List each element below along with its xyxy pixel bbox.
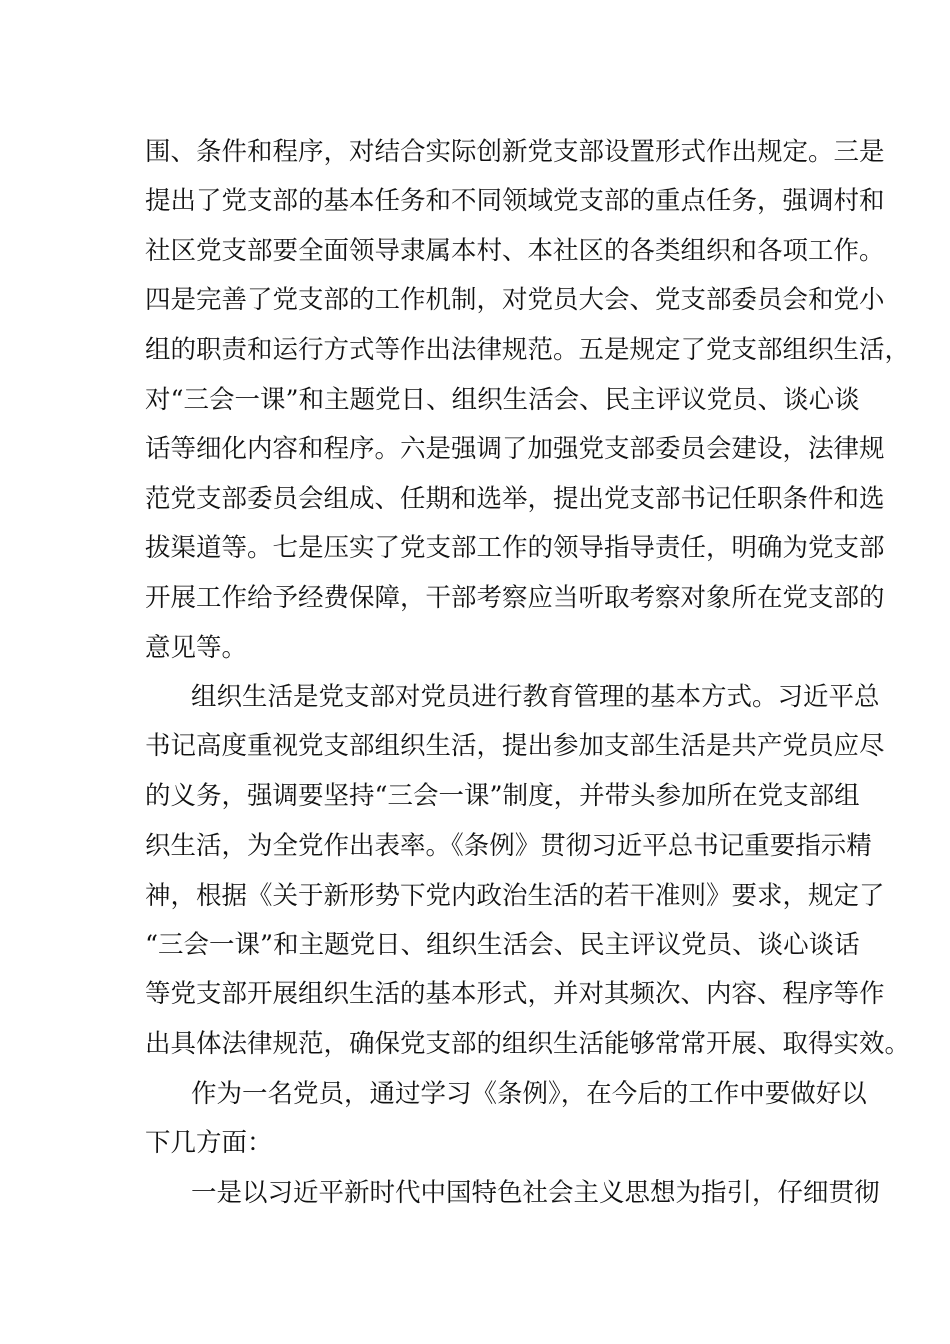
text-line: 社区党支部要全面领导隶属本村、本社区的各类组织和各项工作。 [145,236,885,266]
paragraph-first-line: 作为一名党员，通过学习《条例》，在今后的工作中要做好以 [191,1079,867,1109]
text-line: 意见等。 [145,633,248,663]
text-line: 拔渠道等。七是压实了党支部工作的领导指导责任，明确为党支部 [145,533,885,563]
text-line: 话等细化内容和程序。六是强调了加强党支部委员会建设，法律规 [145,434,885,464]
text-line: 织生活，为全党作出表率。《条例》贯彻习近平总书记重要指示精 [145,831,872,861]
text-line: 提出了党支部的基本任务和不同领域党支部的重点任务，强调村和 [145,186,885,216]
text-line: 等党支部开展组织生活的基本形式，并对其频次、内容、程序等作 [145,979,885,1009]
text-line: 对“三会一课”和主题党日、组织生活会、民主评议党员、谈心谈 [145,385,860,415]
text-line: 神，根据《关于新形势下党内政治生活的若干准则》要求，规定了 [145,881,885,911]
text-line: 四是完善了党支部的工作机制，对党员大会、党支部委员会和党小 [145,285,885,315]
text-line: 围、条件和程序，对结合实际创新党支部设置形式作出规定。三是 [145,137,885,167]
text-line: 组的职责和运行方式等作出法律规范。五是规定了党支部组织生活， [145,335,911,365]
text-line: 下几方面： [145,1128,273,1158]
text-line: 开展工作给予经费保障，干部考察应当听取考察对象所在党支部的 [145,583,885,613]
text-line: “三会一课”和主题党日、组织生活会、民主评议党员、谈心谈话 [145,930,860,960]
text-line: 范党支部委员会组成、任期和选举，提出党支部书记任职条件和选 [145,484,885,514]
paragraph-first-line: 一是以习近平新时代中国特色社会主义思想为指引，仔细贯彻 [191,1178,880,1208]
text-line: 出具体法律规范，确保党支部的组织生活能够常常开展、取得实效。 [145,1029,911,1059]
text-line: 的义务，强调要坚持“三会一课”制度，并带头参加所在党支部组 [145,781,860,811]
paragraph-first-line: 组织生活是党支部对党员进行教育管理的基本方式。习近平总 [191,682,880,712]
text-line: 书记高度重视党支部组织生活，提出参加支部生活是共产党员应尽 [145,731,885,761]
